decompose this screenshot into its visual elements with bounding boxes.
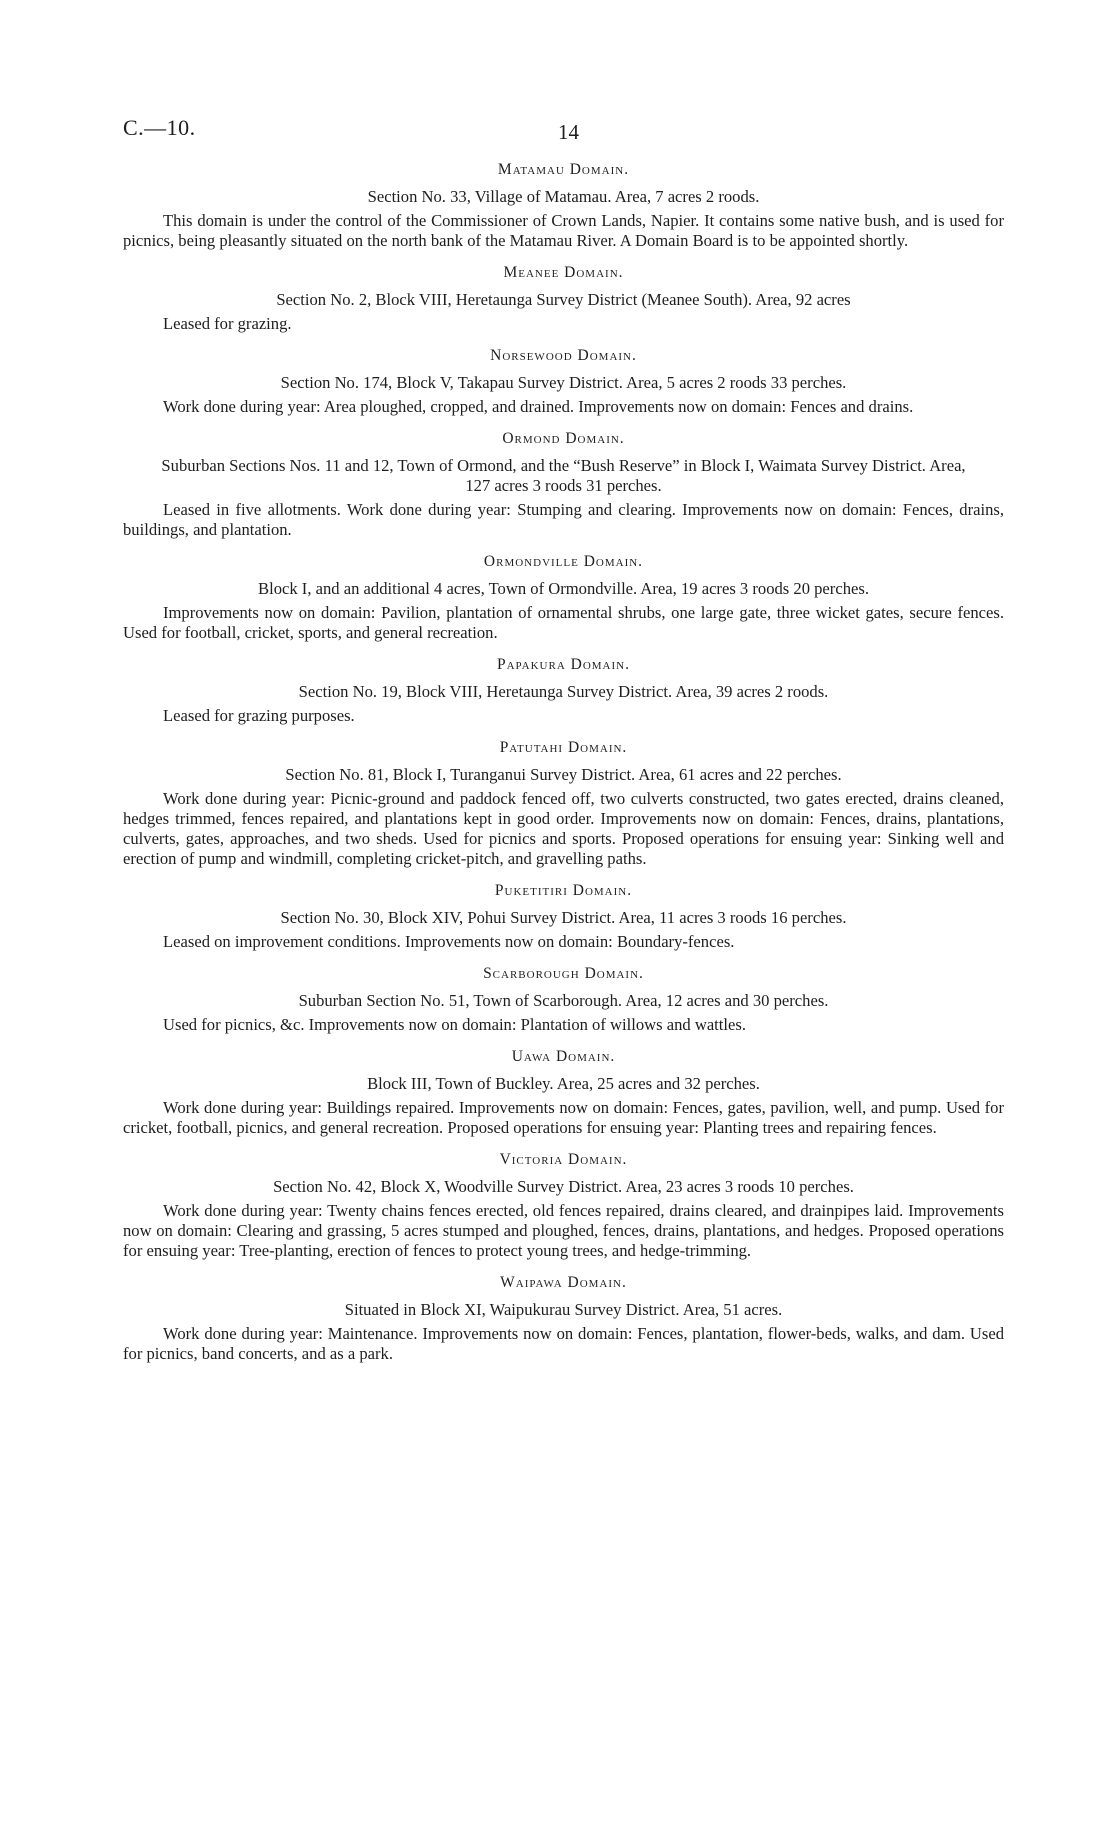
domain-section-victoria <box>123 1150 1004 1261</box>
section-paragraph: Work done during year: Twenty chains fences erected, old fences repaired, drains cleared, and drainpipes laid. Improvements now on domain: Clearing and grassing, 5 acres stumped and ploughed, fences, drains, plantations, and hedges. Proposed operations for ensuing year: Tree-planting, erection of fences to protect young trees, and hedge-trimming. <box>123 1201 1004 1260</box>
domain-section-matamau <box>123 160 1004 251</box>
domain-section-puketitiri <box>123 881 1004 952</box>
domain-section-patutahi <box>123 738 1004 869</box>
section-title: Scarborough Domain. <box>483 965 644 982</box>
section-paragraph: Leased on improvement conditions. Improvements now on domain: Boundary-fences. <box>163 932 735 951</box>
section-paragraph: Leased for grazing. <box>163 314 292 333</box>
domain-section-papakura <box>123 655 1004 726</box>
section-paragraph: Work done during year: Picnic-ground and paddock fenced off, two culverts constructed, two gates erected, drains cleaned, hedges trimmed, fences repaired, and plantations kept in good order. Improvements now on domain: Fences, drains, plantations, culverts, gates, approaches, and two sheds. Used for picnics and sports. Proposed operations for ensuing year: Sinking well and erection of pump and windmill, completing cricket-pitch, and gravelling paths. <box>123 789 1004 868</box>
section-location: Section No. 19, Block VIII, Heretaunga Survey District. Area, 39 acres 2 roods. <box>298 682 829 701</box>
domain-section-norsewood <box>123 346 1004 417</box>
domain-section-scarborough <box>123 964 1004 1035</box>
section-title: Victoria Domain. <box>499 1151 628 1168</box>
section-location: Section No. 2, Block VIII, Heretaunga Survey District (Meanee South). Area, 92 acres <box>276 290 851 309</box>
section-title: Ormond Domain. <box>502 430 625 447</box>
section-title: Uawa Domain. <box>511 1048 616 1065</box>
section-paragraph: Leased for grazing purposes. <box>163 706 355 725</box>
page-header <box>123 108 1004 144</box>
section-title: Papakura Domain. <box>496 656 630 673</box>
page-number: 14 <box>558 120 579 144</box>
section-location: Section No. 30, Block XIV, Pohui Survey District. Area, 11 acres 3 roods 16 perches. <box>280 908 847 927</box>
document-reference: C.—10. <box>123 115 196 140</box>
section-paragraph: Improvements now on domain: Pavilion, plantation of ornamental shrubs, one large gate, three wicket gates, secure fences. Used for football, cricket, sports, and general recreation. <box>123 603 1004 642</box>
domain-section-meanee <box>123 263 1004 334</box>
section-paragraph: Work done during year: Maintenance. Improvements now on domain: Fences, plantation, flower-beds, walks, and dam. Used for picnics, band concerts, and as a park. <box>123 1324 1004 1363</box>
section-location: Situated in Block XI, Waipukurau Survey District. Area, 51 acres. <box>344 1300 783 1319</box>
section-location: Section No. 81, Block I, Turanganui Survey District. Area, 61 acres and 22 perches. <box>285 765 842 784</box>
section-location: Block I, and an additional 4 acres, Town of Ormondville. Area, 19 acres 3 roods 20 perches. <box>258 579 869 598</box>
section-paragraph: Work done during year: Buildings repaired. Improvements now on domain: Fences, gates, pavilion, well, and pump. Used for cricket, football, picnics, and general recreation. Proposed operations for ensuing year: Planting trees and repairing fences. <box>123 1098 1004 1137</box>
section-paragraph: Used for picnics, &c. Improvements now on domain: Plantation of willows and wattles. <box>163 1015 746 1034</box>
section-location: Section No. 33, Village of Matamau. Area, 7 acres 2 roods. <box>367 187 760 206</box>
section-title: Patutahi Domain. <box>499 739 628 756</box>
section-title: Ormondville Domain. <box>483 553 644 570</box>
domain-section-ormondville <box>123 552 1004 643</box>
section-title: Matamau Domain. <box>497 161 630 178</box>
section-title: Waipawa Domain. <box>500 1274 627 1291</box>
section-paragraph: This domain is under the control of the Commissioner of Crown Lands, Napier. It contains some native bush, and is used for picnics, being pleasantly situated on the north bank of the Matamau River. A Domain Board is to be appointed shortly. <box>123 211 1004 250</box>
section-location: Section No. 42, Block X, Woodville Survey District. Area, 23 acres 3 roods 10 perches. <box>273 1177 854 1196</box>
section-title: Puketitiri Domain. <box>494 882 633 899</box>
section-paragraph: Work done during year: Area ploughed, cropped, and drained. Improvements now on domain: Fences and drains. <box>163 397 914 416</box>
section-location: Block III, Town of Buckley. Area, 25 acres and 32 perches. <box>367 1074 760 1093</box>
domain-section-waipawa <box>123 1273 1004 1364</box>
section-location: Section No. 174, Block V, Takapau Survey District. Area, 5 acres 2 roods 33 perches. <box>280 373 847 392</box>
section-location: Suburban Section No. 51, Town of Scarborough. Area, 12 acres and 30 perches. <box>298 991 829 1010</box>
section-title: Meanee Domain. <box>503 264 624 281</box>
domain-section-uawa <box>123 1047 1004 1138</box>
section-paragraph: Leased in five allotments. Work done during year: Stumping and clearing. Improvements now on domain: Fences, drains, buildings, and plantation. <box>123 500 1004 539</box>
domain-section-ormond <box>123 429 1004 540</box>
section-title: Norsewood Domain. <box>490 347 637 364</box>
section-location: Suburban Sections Nos. 11 and 12, Town of Ormond, and the “Bush Reserve” in Block I, Waimata Survey District. Area, 127 acres 3 roods 31 perches. <box>161 456 966 495</box>
